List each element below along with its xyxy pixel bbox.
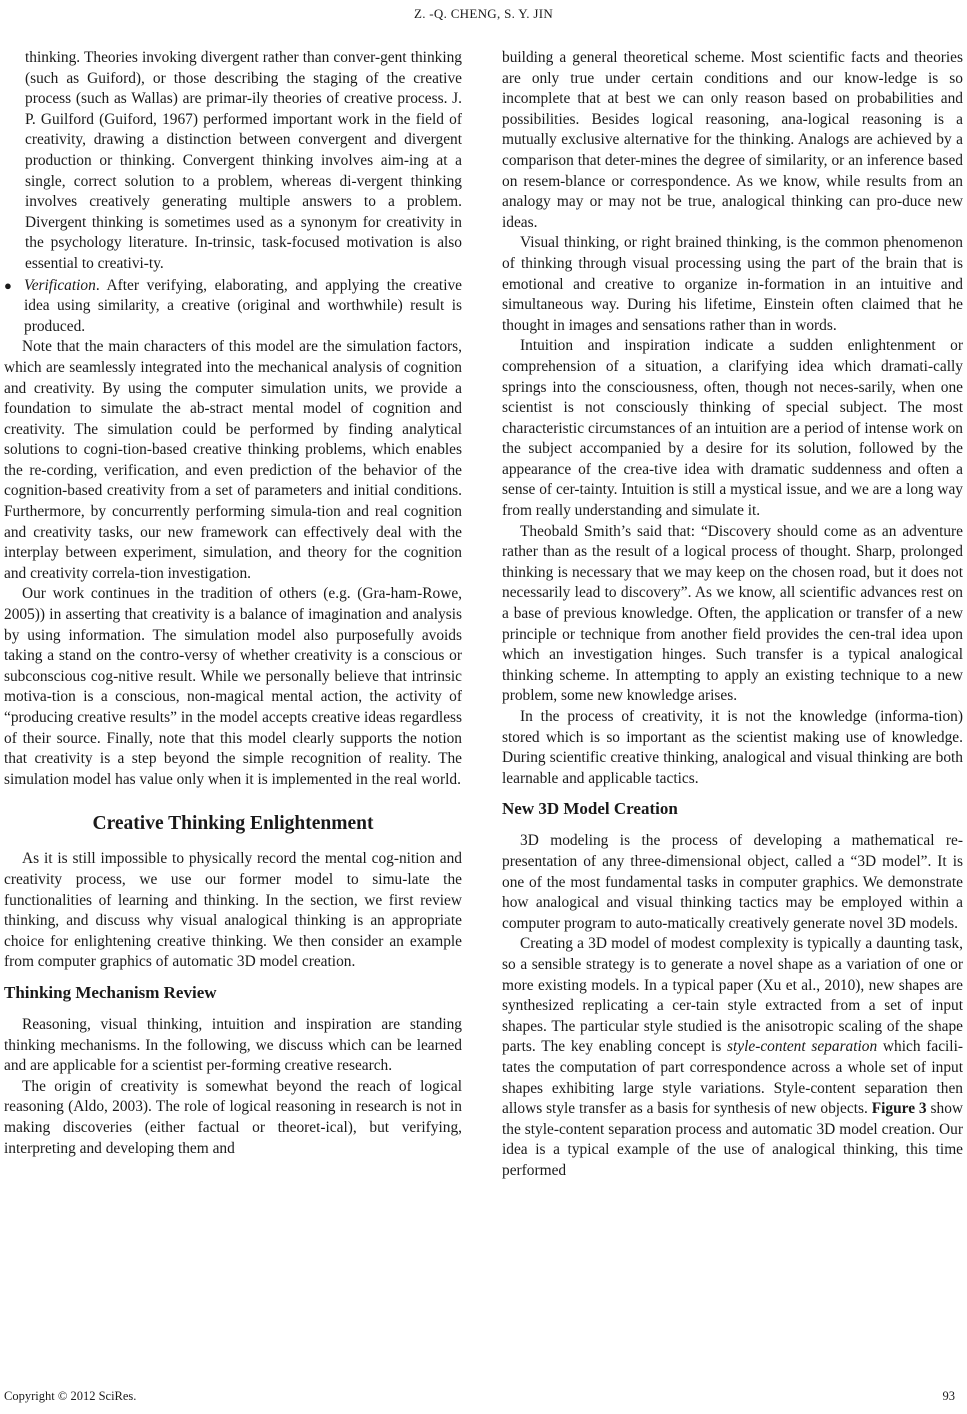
text-run: which facili-tates the computation of part correspondence across a whole set of input shapes exhibiting large style variations. Style-content separation then allows style transfer as a basis for synthesis of new objects.: [502, 1038, 963, 1118]
body-paragraph: As it is still impossible to physically record the mental cog-nition and creativity process, we use our former model to simu-late the functionalities of learning and thinking. In the section, we first review thinking, and discuss why visual analogical thinking is an appropriate choice for enlightening creative thinking. We then consider an example from computer graphics of automatic 3D model creation.: [4, 850, 462, 971]
text-run: show the style-content separation process and automatic 3D model creation. Our idea is a typical example of the use of analogical thinking, this time performed: [502, 1100, 964, 1179]
right-column: [502, 48, 963, 1181]
subsection-heading: Thinking Mechanism Review: [4, 982, 217, 1002]
body-paragraph: [502, 934, 963, 1181]
continued-paragraph: thinking. Theories invoking divergent rather than conver-gent thinking (such as Guiford), or those describing the staging of the creative process (such as Wallas) are primar-ily theories of creative process. J. P. Guilford (Guiford, 1967) performed important work in the field of creativity, drawing a distinction between convergent and divergent production or thinking. Convergent thinking involves aim-ing at a single, correct solution to a problem, whereas di-vergent thinking involves creatively generating multiple answers to a problem. Divergent thinking is sometimes used as a synonym for creativity in the psychology literature. In-trinsic, task-focused motivation is also essential to creativi-ty.: [25, 49, 462, 272]
body-paragraph: Note that the main characters of this model are the simulation factors, which are seamlessly integrated into the mechanical analysis of cognition and creativity. By using the computer simulation units, we provide a foundation to simulate the ab-stract mental model of cognition and creativity. The simulation could be performed by finding analytical solutions to cogni-tion-based creative thinking problems, which enables the re-cording, verification, and even prediction of the behavior of the cognition-based creativity from a set of parameters and initial conditions. Furthermore, by concurrently performing simula-tion and real cognition and creativity tasks, our new framework can effectively deal with the interplay between experiment, simulation, and theory for the cognition and creativity correla-tion investigation.: [4, 338, 462, 582]
body-paragraph: Theobald Smith’s said that: “Discovery should come as an adventure rather than as the result of a logical process of thought. Sharp, prolonged thinking is necessary that we may keep on the chosen road, but it does not necessarily lead to discovery”. As we know, all scientific advances rest on a base of previous knowledge. Often, the application or transfer of a new principle or technique from another field provides the cen-tral idea upon which an investigation hinges. Such transfer is a typical analogical thinking scheme. In attempting to apply an existing technique to a new problem, some new knowledge arises.: [502, 522, 963, 705]
page-number: 93: [942, 1389, 955, 1403]
footer-copyright: Copyright © 2012 SciRes.: [4, 1389, 137, 1403]
body-paragraph: 3D modeling is the process of developing a mathematical re-presentation of any three-dimensional object, called a “3D model”. It is one of the most fundamental tasks in computer graphics. We demonstrate how analogical and visual thinking tactics may be employed within a computer program to auto-matically creatively generate novel 3D models.: [502, 832, 963, 932]
body-paragraph: In the process of creativity, it is not the knowledge (informa-tion) stored which is so important as the scientist making use of knowledge. During scientific creative thinking, analogical and visual thinking are both learnable and applicable tactics.: [502, 708, 963, 787]
body-paragraph: Our work continues in the tradition of others (e.g. (Gra-ham-Rowe, 2005)) in asserting that creativity is a balance of imagination and analysis by using information. The simulation model also purposefully avoids taking a stand on the contro-versy of whether creativity is a conscious or subconscious cog-nitive result. While we personally believe that intrinsic motiva-tion is a conscious, non-magical mental action, the activity of “producing creative results” in the model accepts creative ideas regardless of their source. Finally, note that this model clearly supports the notion that creativity is a step beyond the simple recognition of reality. The simulation model has value only when it is implemented in the real world.: [4, 585, 462, 788]
section-heading: Creative Thinking Enlightenment: [92, 813, 374, 835]
text-run: Creating a 3D model of modest complexity is typically a daunting task, so a sensible strategy is to generate a novel shape as a variation of one or more existing models. In a typical paper (Xu et al., 2010), new shapes are synthesized replicating a cer-tain style extracted from a set of input shapes. The particular style studied is the anisotropic scaling of the shape parts. The key enabling concept is: [502, 935, 963, 1056]
subsection-heading: New 3D Model Creation: [502, 799, 678, 819]
body-paragraph: Visual thinking, or right brained thinking, is the common phenomenon of thinking through visual processing using the part of the brain that is emotional and creative to organize in-formation in an intuitive and simultaneous way. During his lifetime, Einstein often claimed that he thought in images and sensations rather than in words.: [502, 234, 963, 334]
body-paragraph: Reasoning, visual thinking, intuition and inspiration are standing thinking mechanisms. In the following, we discuss which can be learned and are applicable for a scientist per-forming creative research.: [4, 1015, 462, 1075]
left-column: [4, 48, 462, 1159]
running-head: Z. -Q. CHENG, S. Y. JIN: [413, 6, 554, 21]
body-paragraph: The origin of creativity is somewhat beyond the reach of logical reasoning (Aldo, 2003). The role of logical reasoning in research is not in making discoveries (either factual or theoret-ical), but verifying, interpreting and developing them and: [4, 1077, 462, 1157]
list-term: Verification: [24, 276, 96, 294]
figure-reference: Figure 3: [871, 1100, 927, 1118]
bullet-icon: ●: [4, 277, 12, 293]
list-item-text: . After verifying, elaborating, and applying the creative idea using similarity, a creative (original and worthwhile) result is produced.: [24, 276, 462, 335]
body-paragraph: building a general theoretical scheme. Most scientific facts and theories are only true under certain conditions and our know-ledge is so incomplete that at best we can only reason based on probabilities and possibilities. Besides logical reasoning, ana-logical reasoning is a mutually exclusive alternative for the thinking. Analogs are achieved by a comparison that deter-mines the degree of similarity, or an inference based on resem-blance or correspondence. As we know, while results from an analogy may or may not be true, analogical thinking can pro-duce new ideas.: [502, 49, 963, 231]
emphasized-term: style-content separation: [727, 1038, 878, 1056]
body-paragraph: Intuition and inspiration indicate a sudden enlightenment or comprehension of a situation, a clarifying idea which dramati-cally springs into the consciousness, often, though not neces-sarily, when one scientist is not consciously thinking of special subject. The most characteristic circumstances of an intuition are a period of intense work on the subject accompanied by a desire for its solution, followed by the appearance of the crea-tive idea with dramatic suddenness and often a sense of cer-tainty. Intuition is still a mystical issue, and we are a long way from really understanding and simulate it.: [502, 337, 963, 520]
list-item-verification: [4, 276, 462, 338]
